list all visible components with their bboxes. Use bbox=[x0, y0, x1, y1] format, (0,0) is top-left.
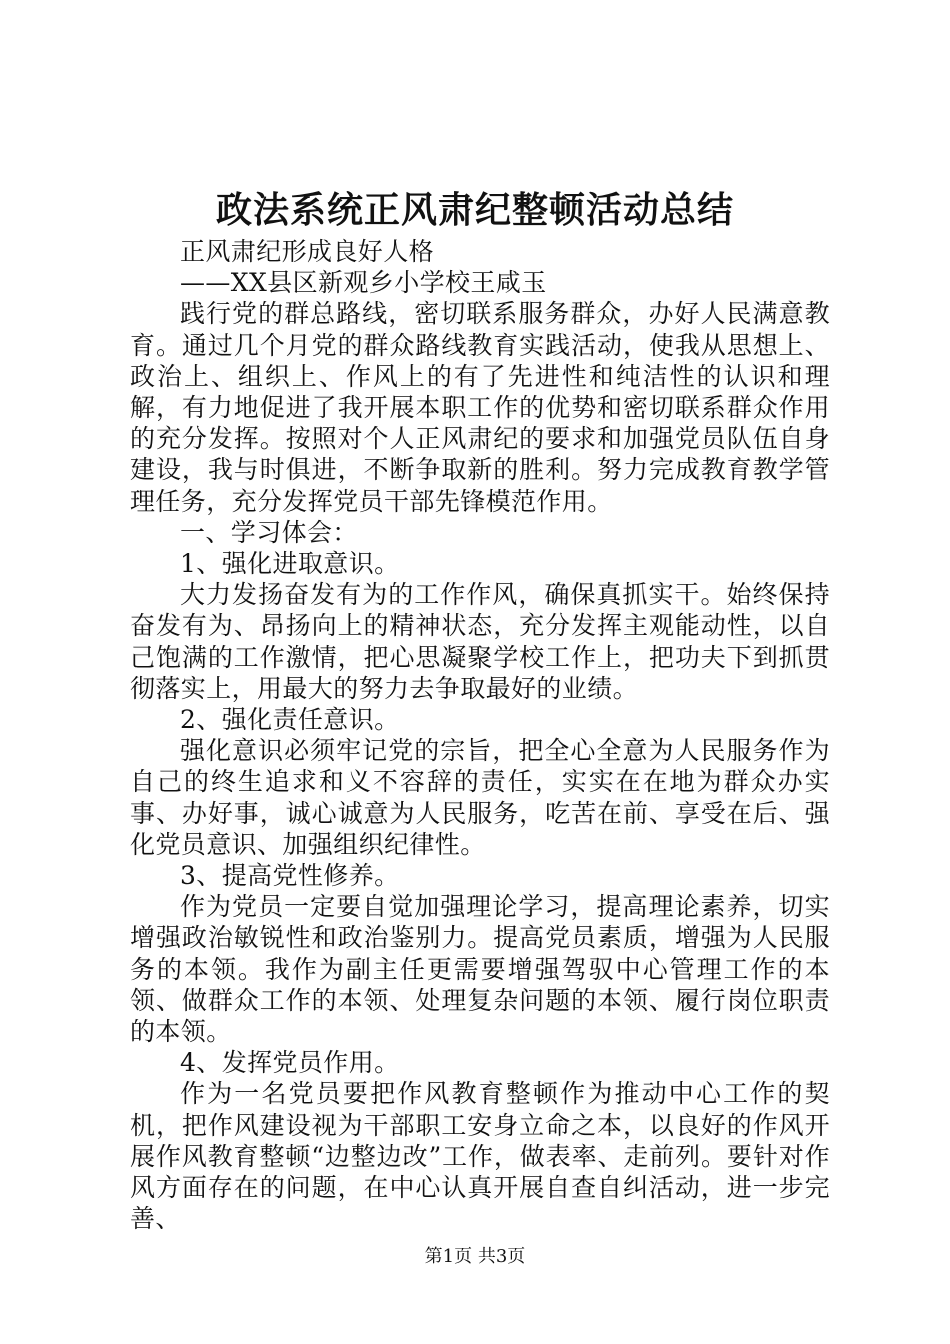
document-body bbox=[130, 236, 830, 1235]
item-heading-1: 1、强化进取意识。 bbox=[180, 549, 400, 579]
item-heading-4: 4、发挥党员作用。 bbox=[180, 1048, 400, 1078]
paragraph-intro: 践行党的群总路线，密切联系服务群众，办好人民满意教育。通过几个月党的群众路线教育实践活动，使我从思想上、政治上、组织上、作风上的有了先进性和纯洁性的认识和理解，有力地促进了我开展本职工作的优势和密切联系群众作用的充分发挥。按照对个人正风肃纪的要求和加强党员队伍自身建设，我与时俱进，不断争取新的胜利。努力完成教育教学管理任务，充分发挥党员干部先锋模范作用。 bbox=[130, 299, 830, 516]
item-heading-3: 3、提高党性修养。 bbox=[180, 861, 400, 891]
paragraph-item-1: 大力发扬奋发有为的工作作风，确保真抓实干。始终保持奋发有为、昂扬向上的精神状态，充分发挥主观能动性，以自己饱满的工作激情，把心思凝聚学校工作上，把功夫下到抓贯彻落实上，用最大的努力去争取最好的业绩。 bbox=[130, 580, 830, 703]
page-footer: 第1页 共3页 bbox=[424, 1246, 526, 1267]
subtitle: 正风肃纪形成良好人格 bbox=[180, 237, 435, 266]
paragraph-item-3: 作为党员一定要自觉加强理论学习，提高理论素养，切实增强政治敏锐性和政治鉴别力。提高党员素质，增强为人民服务的本领。我作为副主任更需要增强驾驭中心管理工作的本领、做群众工作的本领、处理复杂问题的本领、履行岗位职责的本领。 bbox=[130, 892, 830, 1047]
paragraph-item-4: 作为一名党员要把作风教育整顿作为推动中心工作的契机，把作风建设视为干部职工安身立命之本，以良好的作风开展作风教育整顿“边整边改”工作，做表率、走前列。要针对作风方面存在的问题，在中心认真开展自查自纠活动，进一步完善、 bbox=[130, 1079, 830, 1234]
document-title: 政法系统正风肃纪整顿活动总结 bbox=[215, 189, 734, 231]
section-heading-learning: 一、学习体会： bbox=[180, 517, 358, 547]
item-heading-2: 2、强化责任意识。 bbox=[180, 705, 400, 735]
paragraph-item-2: 强化意识必须牢记党的宗旨，把全心全意为人民服务作为自己的终生追求和义不容辞的责任，实实在在地为群众办实事、办好事，诚心诚意为人民服务，吃苦在前、享受在后、强化党员意识、加强组织纪律性。 bbox=[130, 736, 830, 859]
author-line: ——XX县区新观乡小学校王咸玉 bbox=[180, 268, 547, 298]
